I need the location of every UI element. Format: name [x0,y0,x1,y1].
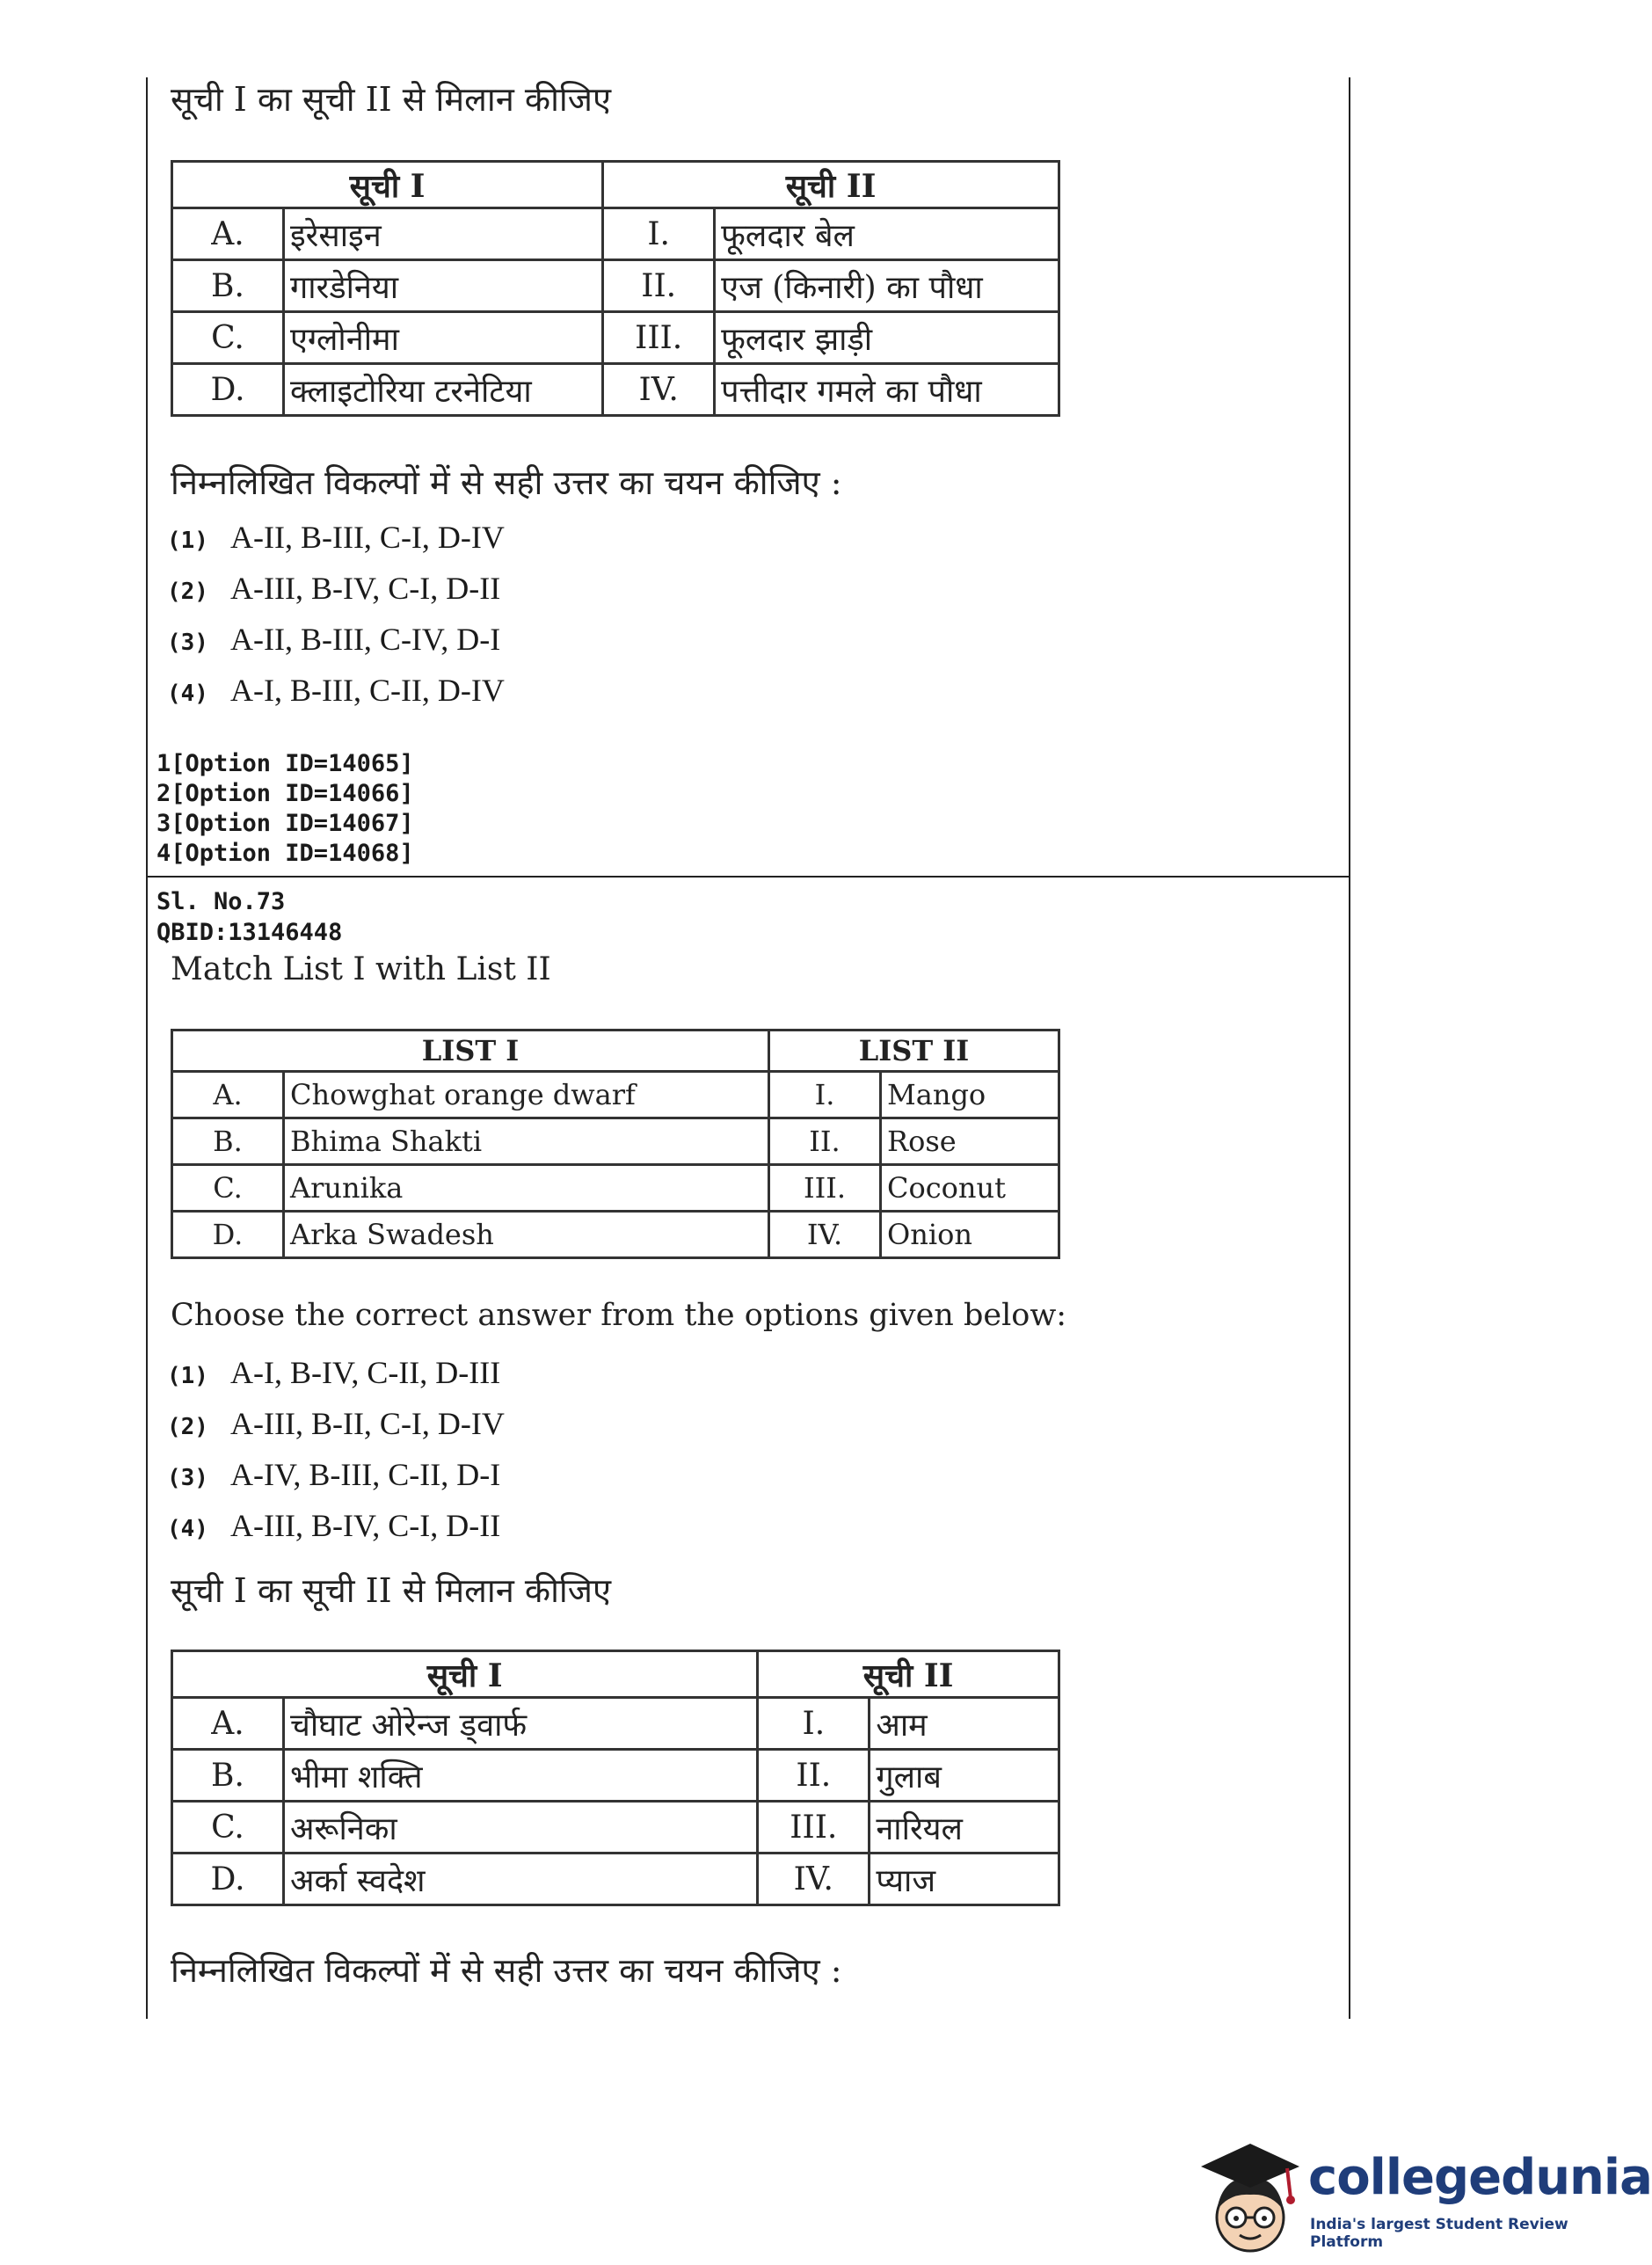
list-2-item: Coconut [880,1165,1059,1212]
q73-hindi-instruction: निम्नलिखित विकल्पों में से सही उत्तर का चयन कीजिए : [171,1951,842,1990]
list-1-item: Arunika [284,1165,769,1212]
row-letter: B. [172,1118,284,1165]
table-row [172,312,1059,364]
q73-hindi-match-table [171,1650,1060,1906]
row-letter: B. [172,260,284,312]
list-1-item: इरेसाइन [284,208,603,260]
row-numeral: II. [603,260,715,312]
list-1-item: भीमा शक्ति [284,1750,758,1802]
list-2-item: फूलदार झाड़ी [715,312,1059,364]
table-row [172,1212,1059,1258]
q73-heading: Match List I with List II [171,951,551,987]
graduate-mascot-icon [1196,2142,1305,2256]
row-letter: C. [172,1802,284,1854]
collegedunia-logo[interactable] [1196,2142,1652,2256]
list-1-item: गारडेनिया [284,260,603,312]
list-2-item: Mango [880,1072,1059,1118]
row-letter: A. [172,1072,284,1118]
list-1-item: एग्लोनीमा [284,312,603,364]
list-2-item: प्याज [870,1854,1059,1905]
option-4: (4) A-III, B-IV, C-I, D-II [167,1508,501,1543]
row-letter: D. [172,364,284,416]
table-header-row [172,1651,1059,1698]
row-numeral: IV. [758,1854,870,1905]
row-numeral: IV. [603,364,715,416]
row-numeral: I. [758,1698,870,1750]
table-row [172,1698,1059,1750]
row-letter: C. [172,312,284,364]
row-numeral: I. [603,208,715,260]
question-meta [156,886,342,948]
q72-hindi-heading: सूची I का सूची II से मिलान कीजिए [171,80,611,119]
row-letter: D. [172,1854,284,1905]
list-1-item: Chowghat orange dwarf [284,1072,769,1118]
question-divider [146,876,1350,878]
q73-hindi-heading: सूची I का सूची II से मिलान कीजिए [171,1571,611,1610]
q72-hindi-match-table [171,160,1060,417]
table-row [172,1854,1059,1905]
list-2-item: Onion [880,1212,1059,1258]
row-numeral: II. [758,1750,870,1802]
list-2-item: फूलदार बेल [715,208,1059,260]
row-letter: A. [172,208,284,260]
option-id: 1[Option ID=14065] [156,750,414,777]
list-2-item: एज (किनारी) का पौधा [715,260,1059,312]
option-id: 3[Option ID=14067] [156,810,414,837]
list-1-item: क्लाइटोरिया टरनेटिया [284,364,603,416]
row-letter: D. [172,1212,284,1258]
list-2-item: Rose [880,1118,1059,1165]
option-id: 4[Option ID=14068] [156,840,414,867]
table-row [172,260,1059,312]
list-2-item: आम [870,1698,1059,1750]
row-letter: A. [172,1698,284,1750]
q73-instruction: Choose the correct answer from the options given below: [171,1298,1067,1333]
row-numeral: II. [768,1118,880,1165]
list-1-item: अर्का स्वदेश [284,1854,758,1905]
option-id: 2[Option ID=14066] [156,780,414,807]
list-2-header: सूची II [758,1651,1059,1698]
option-4: (4) A-I, B-III, C-II, D-IV [167,673,505,708]
list-2-header: सूची II [603,162,1059,208]
row-numeral: I. [768,1072,880,1118]
option-1: (1) A-II, B-III, C-I, D-IV [167,520,505,555]
q72-hindi-instruction: निम्नलिखित विकल्पों में से सही उत्तर का चयन कीजिए : [171,463,842,502]
row-numeral: III. [758,1802,870,1854]
option-2: (2) A-III, B-II, C-I, D-IV [167,1406,505,1441]
qbid: QBID:13146448 [156,919,343,946]
option-id-list [156,749,414,869]
list-1-item: चौघाट ओरेन्ज ड्वार्फ [284,1698,758,1750]
list-1-item: अरूनिका [284,1802,758,1854]
list-1-item: Bhima Shakti [284,1118,769,1165]
serial-number: Sl. No.73 [156,888,286,915]
list-1-header: सूची I [172,162,603,208]
q73-match-table [171,1029,1060,1259]
list-2-header: LIST II [768,1031,1059,1072]
row-numeral: III. [768,1165,880,1212]
brand-tagline: India's largest Student Review Platform [1310,2216,1568,2251]
list-2-item: गुलाब [870,1750,1059,1802]
table-header-row [172,162,1059,208]
list-2-item: नारियल [870,1802,1059,1854]
row-numeral: IV. [768,1212,880,1258]
row-letter: C. [172,1165,284,1212]
option-3: (3) A-IV, B-III, C-II, D-I [167,1457,501,1492]
table-row [172,1165,1059,1212]
table-row [172,208,1059,260]
table-row [172,1072,1059,1118]
list-1-header: सूची I [172,1651,758,1698]
list-1-item: Arka Swadesh [284,1212,769,1258]
table-row [172,1118,1059,1165]
option-1: (1) A-I, B-IV, C-II, D-III [167,1355,501,1390]
table-row [172,1802,1059,1854]
row-letter: B. [172,1750,284,1802]
list-2-item: पत्तीदार गमले का पौधा [715,364,1059,416]
list-1-header: LIST I [172,1031,769,1072]
brand-name: collegedunia [1308,2149,1652,2206]
table-header-row [172,1031,1059,1072]
table-row [172,364,1059,416]
option-3: (3) A-II, B-III, C-IV, D-I [167,622,501,657]
row-numeral: III. [603,312,715,364]
option-2: (2) A-III, B-IV, C-I, D-II [167,571,501,606]
table-row [172,1750,1059,1802]
